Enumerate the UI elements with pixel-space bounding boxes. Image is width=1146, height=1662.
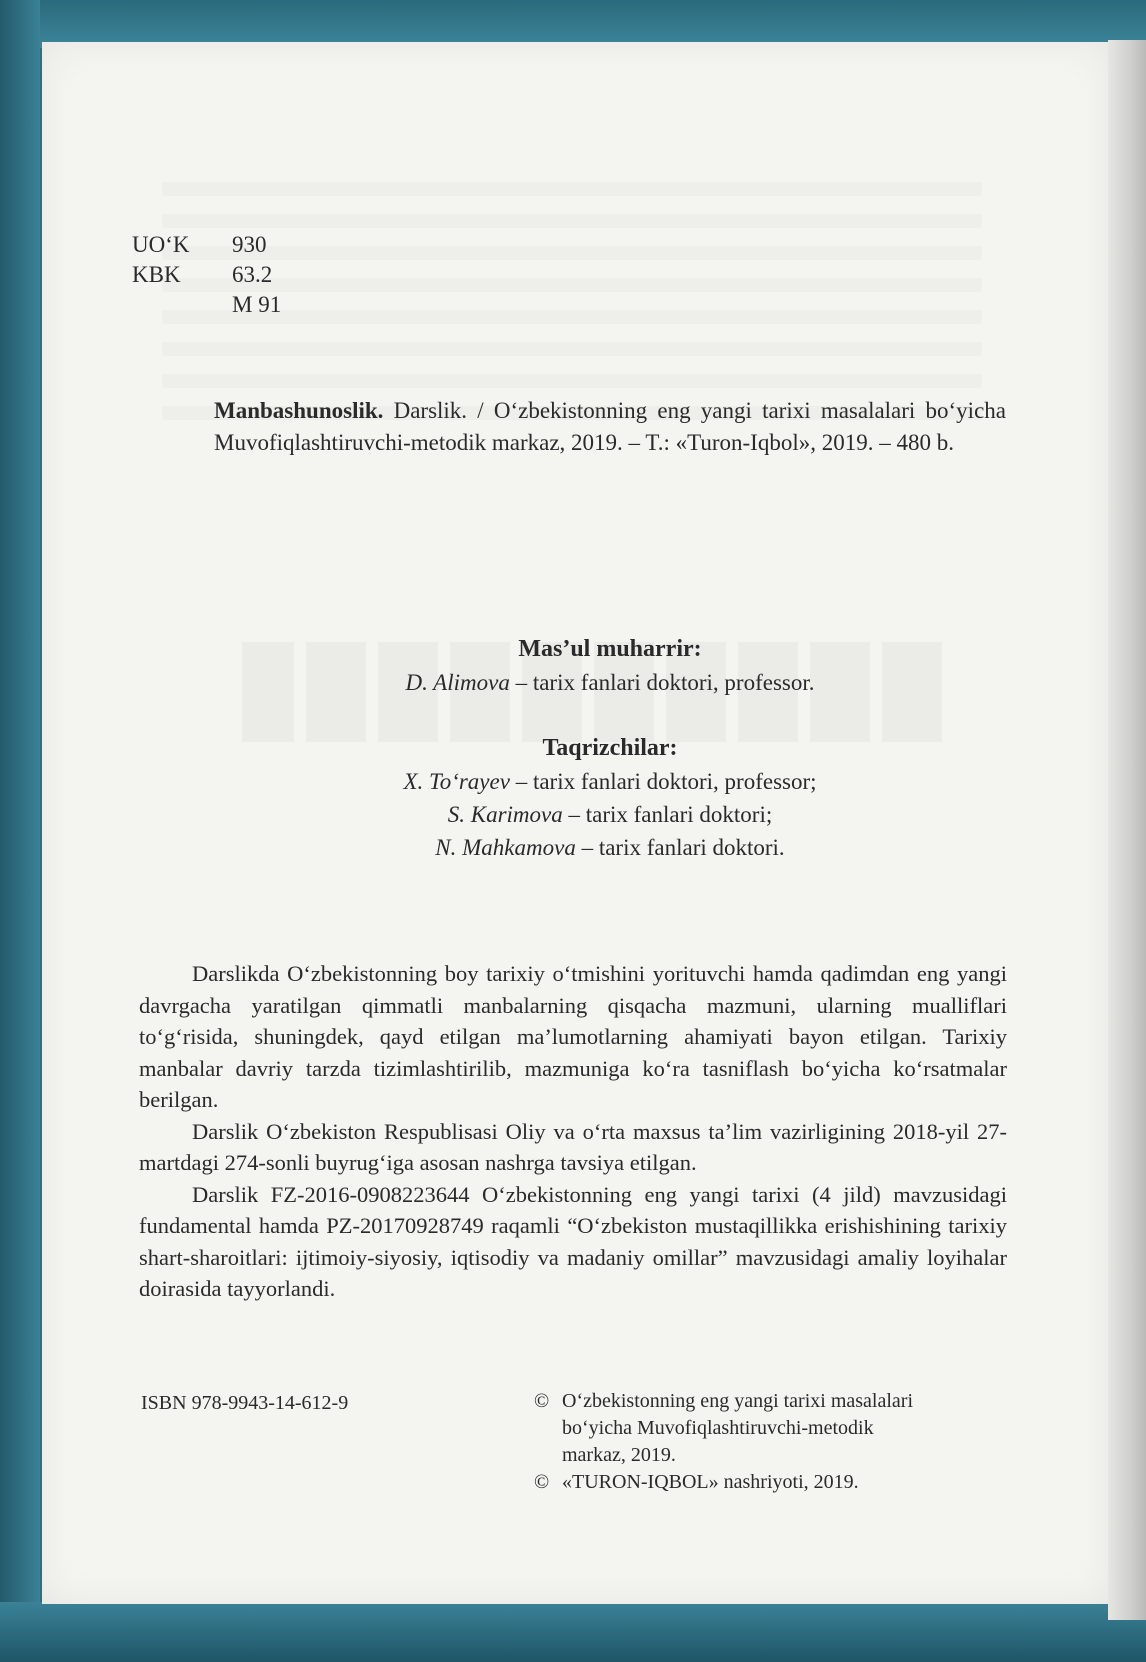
classification-block [132, 230, 281, 320]
editor-heading: Mas’ul muharrir: [518, 636, 702, 662]
editor-name: D. Alimova [405, 670, 510, 695]
udc-value: 930 [232, 232, 267, 257]
annotation-paragraph: Darslik FZ-2016-0908223644 O‘zbekistonning eng yangi tarixi (4 jild) mavzusidagi fundamental hamda PZ-20170928749 raqamli “O‘zbekiston mustaqillikka erishishining tarixiy shart-sharoitlari: ijtimoiy-siyosiy, iqtisodiy va madaniy omillar” mavzusidagi amaliy loyihalar doirasida tayyorlandi. [139, 1181, 1007, 1301]
udc-label: UO‘K [132, 232, 190, 257]
book-title: Manbashunoslik. [214, 398, 384, 423]
copyright-icon: © [534, 1471, 550, 1493]
kbk-value: 63.2 [232, 262, 273, 287]
udc-row [132, 230, 281, 260]
show-through-lines [162, 182, 982, 422]
annotation-paragraph: Darslik O‘zbekiston Respublisasi Oliy va o‘rta maxsus ta’lim vazirligining 2018-yil 27-martdagi 274-sonli buyrug‘iga asosan nashrga tavsiya etilgan. [139, 1118, 1007, 1175]
page-edge [1108, 40, 1146, 1620]
reviewer-line [214, 798, 1006, 831]
editor-title: – tarix fanlari doktori, professor. [509, 670, 815, 695]
author-mark: M 91 [232, 292, 282, 317]
scan-border-top [0, 0, 1146, 48]
bibliographic-rest: Darslik. / O‘zbekistonning eng yangi tarixi masalalari bo‘yicha Muvofiqlashtiruvchi-metodik markaz, 2019. – T.: «Turon-Iqbol», 2019. – 480 b. [214, 398, 1006, 455]
reviewer-line [214, 831, 1006, 864]
author-mark-row [132, 290, 281, 320]
annotation-paragraph: Darslikda O‘zbekistonning boy tarixiy o‘tmishini yorituvchi hamda qadimdan eng yangi davrgacha yaratilgan qimmatli manbalarning qisqacha mazmuni, ularning mualliflari to‘g‘risida, shuningdek, qayd etilgan ma’lumotlarning ahamiyati bayon etilgan. Tarixiy manbalar davriy tarzda tizimlashtirilib, mazmuniga ko‘ra tasniflash bo‘yicha ko‘rsatmalar berilgan. [139, 961, 1007, 1112]
annotation [139, 958, 1007, 1305]
reviewer-line [214, 765, 1006, 798]
copyright-icon: © [534, 1390, 550, 1412]
copyright-line: O‘zbekistonning eng yangi tarixi masalalari [562, 1390, 914, 1412]
reviewer-name: N. Mahkamova [435, 835, 576, 860]
scan-border-left [0, 0, 40, 1662]
reviewer-name: X. To‘rayev [403, 769, 510, 794]
reviewer-title: – tarix fanlari doktori; [562, 802, 773, 827]
copyright-line: bo‘yicha Muvofiqlashtiruvchi-metodik [562, 1417, 874, 1439]
bibliographic-description [214, 395, 1006, 459]
isbn: ISBN 978-9943-14-612-9 [141, 1392, 349, 1414]
copyright-line: «TURON-IQBOL» nashriyoti, 2019. [562, 1471, 859, 1493]
copyright-line: markaz, 2019. [562, 1444, 676, 1466]
reviewers-heading: Taqrizchilar: [542, 735, 678, 761]
kbk-row [132, 260, 281, 290]
copyright-block [534, 1388, 913, 1496]
editor-line [214, 666, 1006, 700]
reviewers-block [214, 732, 1006, 864]
editor-block [214, 632, 1006, 700]
reviewer-name: S. Karimova [447, 802, 563, 827]
reviewer-title: – tarix fanlari doktori, professor; [509, 769, 817, 794]
kbk-label: KBK [132, 262, 181, 287]
scan-border-bottom [0, 1602, 1146, 1662]
reviewer-title: – tarix fanlari doktori. [575, 835, 785, 860]
